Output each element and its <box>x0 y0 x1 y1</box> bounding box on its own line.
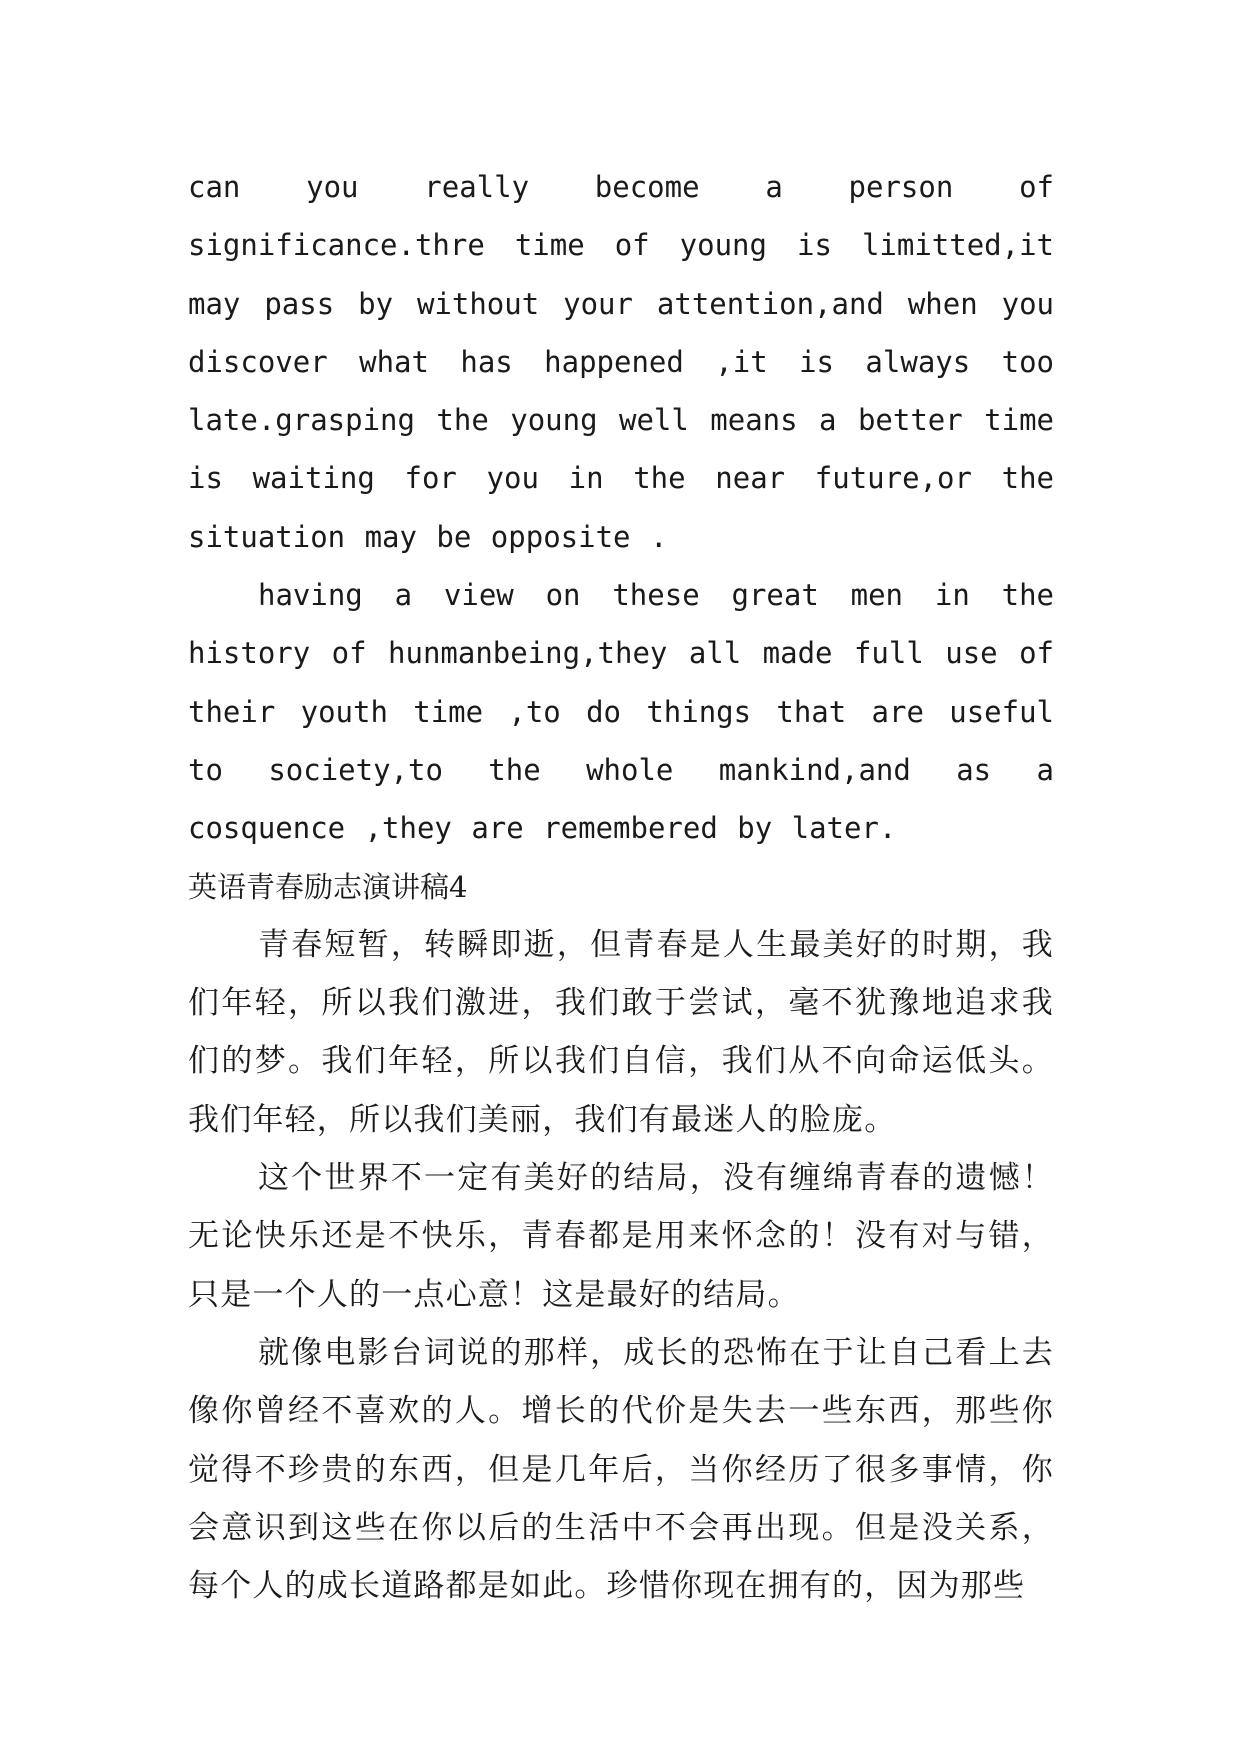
paragraph-en-2: having a view on these great men in the history of hunmanbeing,they all made full use of their youth time ,to do things that are useful to society,to the whole mankind,and as a cosquence ,they are remembered by later. <box>188 578 1054 846</box>
section-heading: 英语青春励志演讲稿4 <box>188 869 468 904</box>
document-page <box>188 158 1054 1615</box>
paragraph-zh-1: 青春短暂，转瞬即逝，但青春是人生最美好的时期，我们年轻，所以我们激进，我们敢于尝试，毫不犹豫地追求我们的梦。我们年轻，所以我们自信，我们从不向命运低头。我们年轻，所以我们美丽，我们有最迷人的脸庞。 <box>188 926 1054 1138</box>
paragraph-zh-3: 就像电影台词说的那样，成长的恐怖在于让自己看上去像你曾经不喜欢的人。增长的代价是失去一些东西，那些你觉得不珍贵的东西，但是几年后，当你经历了很多事情，你会意识到这些在你以后的生活中不会再出现。但是没关系，每个人的成长道路都是如此。珍惜你现在拥有的，因为那些 <box>188 1334 1054 1605</box>
paragraph-zh-2: 这个世界不一定有美好的结局，没有缠绵青春的遗憾！无论快乐还是不快乐，青春都是用来怀念的！没有对与错，只是一个人的一点心意！这是最好的结局。 <box>188 1160 1054 1313</box>
paragraph-en-1: can you really become a person of significance.thre time of young is limitted,it may pass by without your attention,and when you discover what has happened ,it is always too late.grasping the young well means a better time is waiting for you in the near future,or the situation may be opposite . <box>188 170 1054 554</box>
